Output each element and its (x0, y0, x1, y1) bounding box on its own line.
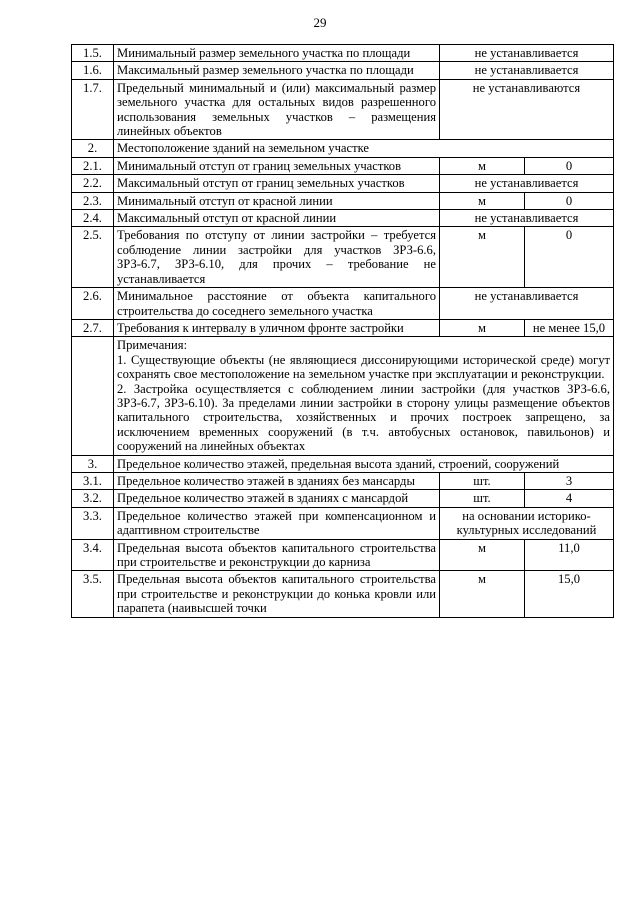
row-number: 2.5. (72, 227, 114, 288)
row-number: 2.1. (72, 157, 114, 174)
row-description: Предельное количество этажей при компенсационном и адаптивном строительстве (114, 507, 440, 539)
table-row (72, 175, 614, 192)
row-number: 3.5. (72, 571, 114, 617)
row-unit: м (440, 571, 525, 617)
row-value: 11,0 (525, 539, 614, 571)
row-description: Максимальный отступ от границ земельных участков (114, 175, 440, 192)
table-row (72, 571, 614, 617)
row-number: 2.7. (72, 319, 114, 336)
row-number: 3.2. (72, 490, 114, 507)
row-number: 3.4. (72, 539, 114, 571)
row-value: 0 (525, 192, 614, 209)
table-row (72, 227, 614, 288)
table-row (72, 45, 614, 62)
row-number-empty (72, 337, 114, 455)
row-number: 2.6. (72, 288, 114, 320)
row-number: 1.6. (72, 62, 114, 79)
row-value: не устанавливается (440, 45, 614, 62)
row-unit: шт. (440, 472, 525, 489)
row-value: 0 (525, 157, 614, 174)
row-value: не устанавливаются (440, 79, 614, 140)
row-value: 0 (525, 227, 614, 288)
row-number: 3. (72, 455, 114, 472)
table-row (72, 490, 614, 507)
row-description: Максимальный размер земельного участка по площади (114, 62, 440, 79)
section-heading: Местоположение зданий на земельном участке (114, 140, 614, 157)
row-description: Предельное количество этажей в зданиях без мансарды (114, 472, 440, 489)
row-number: 3.1. (72, 472, 114, 489)
row-value: не устанавливается (440, 210, 614, 227)
section-heading: Предельное количество этажей, предельная высота зданий, строений, сооружений (114, 455, 614, 472)
row-description: Минимальный отступ от границ земельных участков (114, 157, 440, 174)
row-number: 3.3. (72, 507, 114, 539)
row-value: на основании историко-культурных исследований (440, 507, 614, 539)
row-unit: м (440, 192, 525, 209)
row-unit: м (440, 539, 525, 571)
row-number: 2. (72, 140, 114, 157)
table-row (72, 507, 614, 539)
section-row (72, 140, 614, 157)
notes-title: Примечания: (117, 338, 188, 353)
row-unit: м (440, 319, 525, 336)
row-description: Предельный минимальный и (или) максимальный размер земельного участка для остальных видов разрешенного использования земельных участков – размещения линейных объектов (114, 79, 440, 140)
section-row (72, 455, 614, 472)
table-row (72, 472, 614, 489)
table-row (72, 288, 614, 320)
row-number: 1.7. (72, 79, 114, 140)
notes-paragraph-1: 1. Существующие объекты (не являющиеся диссонирующими исторической среде) могут сохранять свое местоположение на земельном участке при эксплуатации и реконструкции. (117, 352, 610, 382)
row-value: не устанавливается (440, 175, 614, 192)
row-description: Требования по отступу от линии застройки – требуется соблюдение линии застройки для участков ЗРЗ-6.6, ЗРЗ-6.7, ЗРЗ-6.10, для прочих – требование не устанавливается (114, 227, 440, 288)
notes-row (72, 337, 614, 455)
regulations-table (71, 44, 614, 618)
row-description: Максимальный отступ от красной линии (114, 210, 440, 227)
row-value: не устанавливается (440, 62, 614, 79)
table-row (72, 319, 614, 336)
row-description: Предельная высота объектов капитального строительства при строительстве и реконструкции до карниза (114, 539, 440, 571)
table-row (72, 79, 614, 140)
row-value: 15,0 (525, 571, 614, 617)
table-row (72, 192, 614, 209)
table-row (72, 539, 614, 571)
table-row (72, 157, 614, 174)
row-number: 2.4. (72, 210, 114, 227)
row-value: не устанавливается (440, 288, 614, 320)
row-value: 4 (525, 490, 614, 507)
page-number: 29 (313, 15, 327, 30)
notes-cell (114, 337, 614, 455)
row-description: Минимальный отступ от красной линии (114, 192, 440, 209)
row-unit: м (440, 227, 525, 288)
row-value: 3 (525, 472, 614, 489)
row-number: 1.5. (72, 45, 114, 62)
table-row (72, 210, 614, 227)
table-row (72, 62, 614, 79)
row-number: 2.3. (72, 192, 114, 209)
row-number: 2.2. (72, 175, 114, 192)
row-description: Требования к интервалу в уличном фронте застройки (114, 319, 440, 336)
row-unit: шт. (440, 490, 525, 507)
row-value: не менее 15,0 (525, 319, 614, 336)
row-description: Минимальное расстояние от объекта капитального строительства до соседнего земельного участка (114, 288, 440, 320)
row-description: Предельное количество этажей в зданиях с мансардой (114, 490, 440, 507)
row-unit: м (440, 157, 525, 174)
row-description: Предельная высота объектов капитального строительства при строительстве и реконструкции до конька кровли или парапета (наивысшей точки (114, 571, 440, 617)
notes-paragraph-2: 2. Застройка осуществляется с соблюдением линии застройки (для участков ЗРЗ-6.6, ЗРЗ-6.7, ЗРЗ-6.10). За пределами линии застройки в сторону улицы размещение объектов капитального строительства, хозяйственных и прочих построек запрещено, за исключением временных сооружений (в т.ч. автобусных остановок, павильонов) и сооружений на линейных объектах (117, 381, 610, 454)
row-description: Минимальный размер земельного участка по площади (114, 45, 440, 62)
